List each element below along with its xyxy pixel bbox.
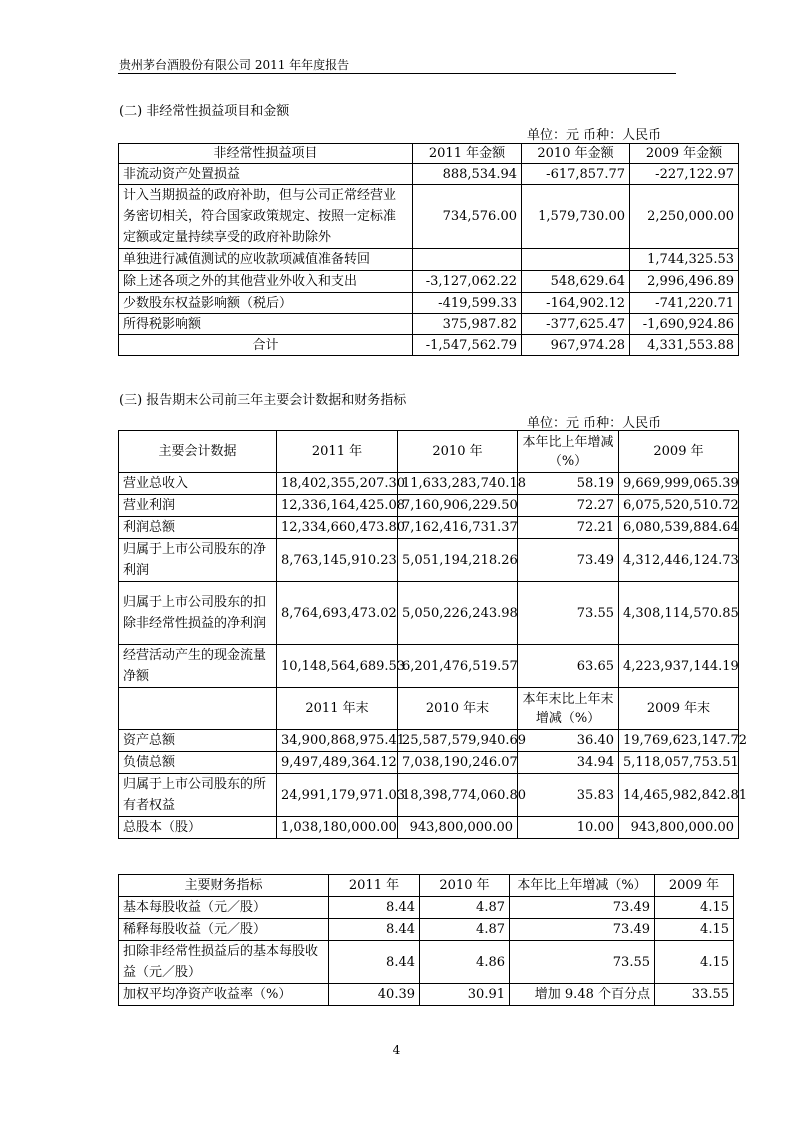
header-cell: 2009 年 <box>619 431 739 473</box>
value-cell: 10.00 <box>518 817 619 839</box>
table-row <box>119 817 739 839</box>
row-label: 总股本（股） <box>119 817 277 839</box>
value-cell: 73.49 <box>510 919 655 941</box>
row-label: 稀释每股收益（元／股） <box>119 919 329 941</box>
header-cell: 2011 年 <box>329 875 420 897</box>
header-cell: 本年比上年增减（%） <box>510 875 655 897</box>
value-cell: 7,038,190,246.07 <box>398 752 518 774</box>
table-row <box>119 249 739 271</box>
value-cell: -3,127,062.22 <box>413 271 522 293</box>
value-cell <box>413 249 522 271</box>
row-label: 基本每股收益（元／股） <box>119 897 329 919</box>
header-cell: 2011 年末 <box>277 688 398 730</box>
report-header: 贵州茅台酒股份有限公司 2011 年年度报告 <box>119 58 350 72</box>
value-cell: 8.44 <box>329 897 420 919</box>
header-cell: 本年末比上年末增减（%） <box>518 688 619 730</box>
row-label: 少数股东权益影响额（税后） <box>119 293 413 314</box>
value-cell: 12,334,660,473.80 <box>277 517 398 539</box>
row-label: 经营活动产生的现金流量净额 <box>119 645 277 688</box>
row-label: 单独进行减值测试的应收款项减值准备转回 <box>119 249 413 271</box>
row-label: 营业总收入 <box>119 473 277 495</box>
value-cell: 9,497,489,364.12 <box>277 752 398 774</box>
table-row <box>119 539 739 582</box>
value-cell: -419,599.33 <box>413 293 522 314</box>
table-row <box>119 314 739 335</box>
value-cell: 5,118,057,753.51 <box>619 752 739 774</box>
value-cell: 10,148,564,689.53 <box>277 645 398 688</box>
section2-unit: 单位：元 币种：人民币 <box>527 128 662 143</box>
value-cell: 8,764,693,473.02 <box>277 582 398 645</box>
section2-title: (二) 非经常性损益项目和金额 <box>119 104 290 119</box>
row-label: 负债总额 <box>119 752 277 774</box>
value-cell: 888,534.94 <box>413 164 522 185</box>
value-cell: 34,900,868,975.41 <box>277 730 398 752</box>
value-cell: 4.87 <box>420 897 510 919</box>
value-cell: 72.21 <box>518 517 619 539</box>
value-cell: 73.49 <box>510 897 655 919</box>
value-cell: 1,038,180,000.00 <box>277 817 398 839</box>
value-cell: 943,800,000.00 <box>398 817 518 839</box>
header-cell: 2009 年 <box>655 875 734 897</box>
table-row <box>119 984 734 1006</box>
table-row <box>119 517 739 539</box>
value-cell: 58.19 <box>518 473 619 495</box>
value-cell: 增加 9.48 个百分点 <box>510 984 655 1006</box>
value-cell: 1,744,325.53 <box>630 249 739 271</box>
row-label: 归属于上市公司股东的所有者权益 <box>119 774 277 817</box>
financial-indicators-table <box>118 874 734 1006</box>
value-cell: 375,987.82 <box>413 314 522 335</box>
key-accounting-data-table <box>118 430 748 839</box>
header-divider <box>118 73 676 74</box>
value-cell: 5,051,194,218.26 <box>398 539 518 582</box>
table-header-row <box>119 431 739 473</box>
value-cell: 18,402,355,207.30 <box>277 473 398 495</box>
value-cell: 19,769,623,147.72 <box>619 730 739 752</box>
table-row <box>119 897 734 919</box>
table-header-row <box>119 144 739 164</box>
value-cell: 6,075,520,510.72 <box>619 495 739 517</box>
table-header-row <box>119 875 734 897</box>
value-cell: -377,625.47 <box>522 314 630 335</box>
row-label: 扣除非经常性损益后的基本每股收益（元／股） <box>119 941 329 984</box>
value-cell: 63.65 <box>518 645 619 688</box>
value-cell: 7,160,906,229.50 <box>398 495 518 517</box>
value-cell: 734,576.00 <box>413 185 522 249</box>
header-cell: 2009 年末 <box>619 688 739 730</box>
section3-title: (三) 报告期末公司前三年主要会计数据和财务指标 <box>119 393 407 408</box>
value-cell: 73.49 <box>518 539 619 582</box>
header-cell: 主要财务指标 <box>119 875 329 897</box>
section3-unit: 单位：元 币种：人民币 <box>527 416 662 431</box>
total-row <box>119 335 739 356</box>
table-row <box>119 752 739 774</box>
value-cell: 4.87 <box>420 919 510 941</box>
row-label: 除上述各项之外的其他营业外收入和支出 <box>119 271 413 293</box>
value-cell: 4,223,937,144.19 <box>619 645 739 688</box>
header-cell: 2010 年金额 <box>522 144 630 164</box>
row-label: 归属于上市公司股东的净利润 <box>119 539 277 582</box>
value-cell: 11,633,283,740.18 <box>398 473 518 495</box>
value-cell: -1,690,924.86 <box>630 314 739 335</box>
table-row <box>119 582 739 645</box>
value-cell: -164,902.12 <box>522 293 630 314</box>
header-cell: 2011 年金额 <box>413 144 522 164</box>
value-cell: 6,080,539,884.64 <box>619 517 739 539</box>
value-cell: 4,308,114,570.85 <box>619 582 739 645</box>
table-row <box>119 645 739 688</box>
table-row <box>119 185 739 249</box>
table-row <box>119 164 739 185</box>
value-cell: 943,800,000.00 <box>619 817 739 839</box>
header-cell: 2010 年末 <box>398 688 518 730</box>
table-row <box>119 941 734 984</box>
header-cell: 主要会计数据 <box>119 431 277 473</box>
value-cell: 2,996,496.89 <box>630 271 739 293</box>
page-number: 4 <box>392 1043 401 1057</box>
value-cell: 18,398,774,060.80 <box>398 774 518 817</box>
row-label: 合计 <box>119 335 413 356</box>
value-cell: 7,162,416,731.37 <box>398 517 518 539</box>
value-cell: 2,250,000.00 <box>630 185 739 249</box>
value-cell: 8.44 <box>329 941 420 984</box>
header-cell: 本年比上年增减（%） <box>518 431 619 473</box>
header-cell: 2010 年 <box>398 431 518 473</box>
value-cell: 25,587,579,940.69 <box>398 730 518 752</box>
value-cell: 4.15 <box>655 919 734 941</box>
value-cell: 4.15 <box>655 897 734 919</box>
row-label: 资产总额 <box>119 730 277 752</box>
value-cell: 35.83 <box>518 774 619 817</box>
value-cell <box>522 249 630 271</box>
row-label: 营业利润 <box>119 495 277 517</box>
row-label: 利润总额 <box>119 517 277 539</box>
value-cell: 12,336,164,425.08 <box>277 495 398 517</box>
value-cell: -741,220.71 <box>630 293 739 314</box>
value-cell: 548,629.64 <box>522 271 630 293</box>
table-row <box>119 271 739 293</box>
value-cell: -617,857.77 <box>522 164 630 185</box>
value-cell: 33.55 <box>655 984 734 1006</box>
value-cell: 4.86 <box>420 941 510 984</box>
table-row <box>119 495 739 517</box>
header-cell: 非经常性损益项目 <box>119 144 413 164</box>
header-cell: 2010 年 <box>420 875 510 897</box>
value-cell: 40.39 <box>329 984 420 1006</box>
value-cell: 73.55 <box>510 941 655 984</box>
value-cell: -1,547,562.79 <box>413 335 522 356</box>
header-cell: 2009 年金额 <box>630 144 739 164</box>
value-cell: 967,974.28 <box>522 335 630 356</box>
value-cell: 36.40 <box>518 730 619 752</box>
table-row <box>119 293 739 314</box>
table-row <box>119 774 739 817</box>
value-cell: 4,312,446,124.73 <box>619 539 739 582</box>
value-cell: 24,991,179,971.03 <box>277 774 398 817</box>
table-subheader-row <box>119 688 739 730</box>
row-label: 计入当期损益的政府补助，但与公司正常经营业务密切相关，符合国家政策规定、按照一定标准定额或定量持续享受的政府补助除外 <box>119 185 413 249</box>
value-cell: 8,763,145,910.23 <box>277 539 398 582</box>
value-cell: 4.15 <box>655 941 734 984</box>
value-cell: 1,579,730.00 <box>522 185 630 249</box>
value-cell: 6,201,476,519.57 <box>398 645 518 688</box>
nonrecurring-gains-table <box>118 143 739 356</box>
value-cell: 73.55 <box>518 582 619 645</box>
row-label: 非流动资产处置损益 <box>119 164 413 185</box>
row-label: 加权平均净资产收益率（%） <box>119 984 329 1006</box>
value-cell: 5,050,226,243.98 <box>398 582 518 645</box>
table-row <box>119 730 739 752</box>
value-cell: 8.44 <box>329 919 420 941</box>
table-row <box>119 473 739 495</box>
value-cell: 34.94 <box>518 752 619 774</box>
value-cell: -227,122.97 <box>630 164 739 185</box>
value-cell: 14,465,982,842.81 <box>619 774 739 817</box>
value-cell: 4,331,553.88 <box>630 335 739 356</box>
header-cell: 2011 年 <box>277 431 398 473</box>
row-label: 所得税影响额 <box>119 314 413 335</box>
value-cell: 30.91 <box>420 984 510 1006</box>
value-cell: 72.27 <box>518 495 619 517</box>
row-label: 归属于上市公司股东的扣除非经常性损益的净利润 <box>119 582 277 645</box>
table-row <box>119 919 734 941</box>
value-cell: 9,669,999,065.39 <box>619 473 739 495</box>
header-cell <box>119 688 277 730</box>
